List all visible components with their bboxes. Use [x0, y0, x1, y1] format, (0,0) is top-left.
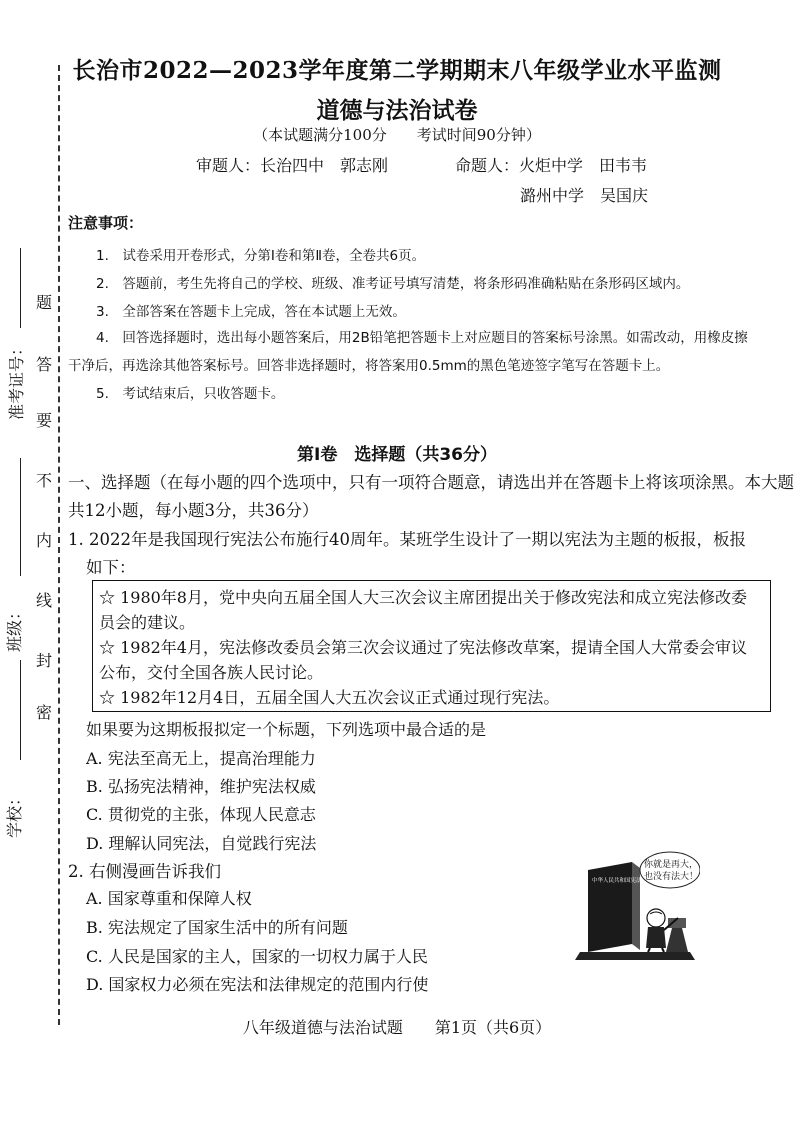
q2-option-c: C. 人民是国家的主人，国家的一切权力属于人民 — [86, 947, 428, 966]
notice-item: 2. 答题前，考生先将自己的学校、班级、准考证号填写清楚，将条形码准确粘贴在条形码区域内。 — [96, 276, 690, 292]
box-line: ☆ 1980年8月，党中央向五届全国人大三次会议主席团提出关于修改宪法和成立宪法修改委 — [99, 588, 747, 607]
box-line: 公布，交付全国各族人民讨论。 — [99, 663, 324, 682]
constitution-cartoon — [570, 848, 700, 966]
page-footer: 八年级道德与法治试题 第1页（共6页） — [242, 1018, 552, 1037]
q1-stem: 1. 2022年是我国现行宪法公布施行40周年。某班学生设计了一期以宪法为主题的板报，板报 — [68, 530, 746, 549]
seal-char: 不 — [36, 471, 53, 490]
binding-dashed-line — [58, 65, 60, 1025]
exam-no-label: 准考证号： — [7, 339, 26, 420]
author-1: 命题人：火炬中学 田韦韦 — [455, 156, 648, 175]
q2-option-b: B. 宪法规定了国家生活中的所有问题 — [86, 918, 348, 937]
q1-option-c: C. 贯彻党的主张，体现人民意志 — [86, 805, 316, 824]
cartoon-speech-line2: 也没有法大！ — [644, 872, 699, 882]
notice-item-continued: 干净后，再选涂其他答案标号。回答非选择题时，将答案用0.5mm的黑色笔迹签字笔写在答题卡上。 — [68, 358, 670, 374]
section-intro-cont: 共12小题，每小题3分，共36分） — [68, 501, 319, 520]
school-label: 学校： — [5, 789, 24, 838]
q1-option-a: A. 宪法至高无上，提高治理能力 — [86, 749, 316, 768]
notice-item: 5. 考试结束后，只收答题卡。 — [96, 386, 285, 402]
seal-char: 题 — [36, 293, 53, 312]
section-intro: 一、选择题（在每小题的四个选项中，只有一项符合题意，请选出并在答题卡上将该项涂黑。本大题 — [68, 473, 794, 492]
cartoon-book-text: 中华人民共和国宪法 — [592, 878, 642, 884]
seal-char: 密 — [36, 703, 53, 722]
author-2: 潞州中学 吴国庆 — [520, 186, 649, 205]
box-line: ☆ 1982年12月4日，五届全国人大五次会议正式通过现行宪法。 — [99, 688, 560, 707]
cartoon-speech-line1: 你就是再大， — [644, 860, 699, 870]
box-line: ☆ 1982年4月，宪法修改委员会第三次会议通过了宪法修改草案，提请全国人大常委会审议 — [99, 638, 747, 657]
seal-char: 要 — [36, 411, 53, 430]
q2-stem: 2. 右侧漫画告诉我们 — [68, 862, 221, 881]
exam-title-line2: 道德与法治试卷 — [316, 97, 478, 124]
seal-char: 内 — [36, 531, 53, 550]
q2-option-d: D. 国家权力必须在宪法和法律规定的范围内行使 — [86, 975, 429, 994]
q1-option-d: D. 理解认同宪法，自觉践行宪法 — [86, 834, 317, 853]
section-title: 第Ⅰ卷 选择题（共36分） — [297, 445, 497, 465]
notice-heading: 注意事项： — [68, 214, 144, 232]
exam-no-underline — [20, 248, 21, 328]
box-line: 员会的建议。 — [99, 613, 196, 632]
q1-blackboard-box — [92, 580, 771, 712]
school-underline — [20, 660, 21, 760]
seal-char: 线 — [36, 591, 53, 610]
notice-item: 4. 回答选择题时，选出每小题答案后，用2B铅笔把答题卡上对应题目的答案标号涂黑。如需改动，用橡皮擦 — [96, 330, 748, 346]
class-label: 班级： — [5, 603, 24, 652]
seal-char: 答 — [36, 355, 53, 374]
exam-title-line1: 长治市2022—2023学年度第二学期期末八年级学业水平监测 — [72, 57, 722, 84]
q1-stem-cont: 如下： — [86, 558, 136, 577]
notice-item: 1. 试卷采用开卷形式，分第Ⅰ卷和第Ⅱ卷，全卷共6页。 — [96, 248, 426, 264]
seal-char: 封 — [36, 651, 53, 670]
q1-question: 如果要为这期板报拟定一个标题，下列选项中最合适的是 — [86, 720, 487, 739]
q2-option-a: A. 国家尊重和保障人权 — [86, 889, 252, 908]
notice-item: 3. 全部答案在答题卡上完成，答在本试题上无效。 — [96, 304, 406, 320]
reviewer: 审题人：长治四中 郭志刚 — [196, 156, 389, 175]
exam-info: （本试题满分100分 考试时间90分钟） — [253, 126, 541, 144]
q1-option-b: B. 弘扬宪法精神，维护宪法权威 — [86, 777, 316, 796]
class-underline — [20, 458, 21, 576]
